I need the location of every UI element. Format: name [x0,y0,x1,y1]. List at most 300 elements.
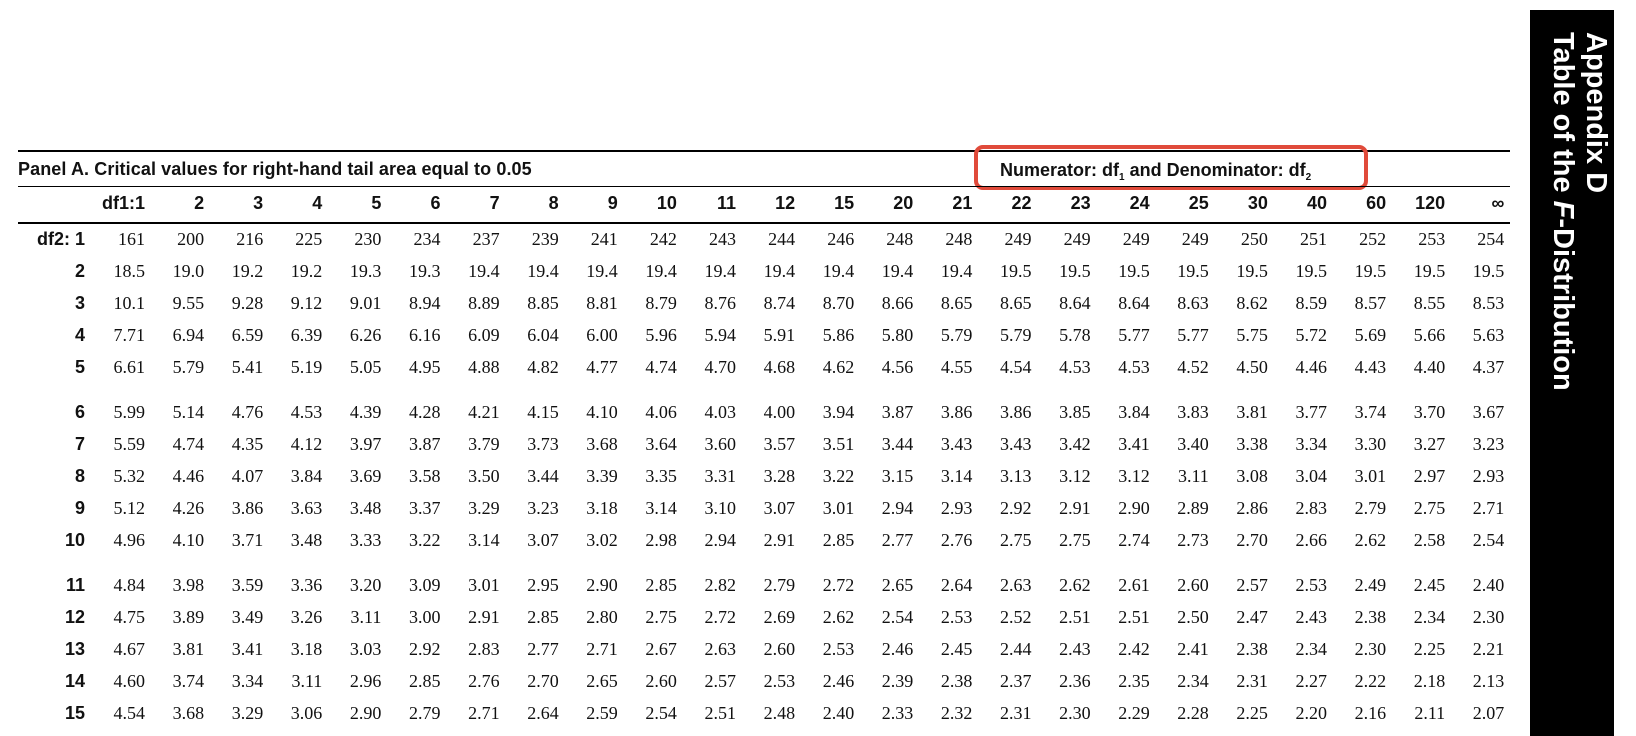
table-cell: 3.06 [290,703,323,723]
table-cell: 3.14 [468,530,500,550]
table-cell: 2.85 [409,671,441,691]
table-cell: 3.86 [1000,402,1032,422]
table-cell: 4.55 [940,357,973,377]
table-cell: 3.77 [1295,402,1327,422]
column-header: 120 [1415,193,1446,213]
table-cell: 5.86 [822,325,855,345]
table-cell: 225 [295,229,323,249]
table-cell: 5.72 [1295,325,1327,345]
table-cell: 8.79 [645,293,677,313]
table-cell: 8.94 [409,293,441,313]
table-cell: 3.81 [1236,402,1268,422]
table-cell: 2.42 [1118,639,1150,659]
table-cell: 2.79 [409,703,441,723]
table-cell: 2.85 [645,575,677,595]
table-cell: 8.63 [1177,293,1209,313]
table-cell: 5.94 [704,325,736,345]
table-cell: 19.3 [349,261,382,281]
column-header: 4 [312,193,323,213]
sidebar-line2-prefix: Table of the [1547,32,1579,201]
table-cell: 5.77 [1118,325,1150,345]
table-cell: 3.44 [881,434,914,454]
table-cell: 4.07 [231,466,264,486]
table-cell: 4.39 [349,402,382,422]
table-cell: 2.85 [527,607,559,627]
table-cell: 3.83 [1177,402,1209,422]
table-cell: 3.18 [290,639,323,659]
table-cell: 2.69 [763,607,796,627]
table-cell: 2.32 [940,703,973,723]
table-cell: 4.77 [586,357,618,377]
table-cell: 2.25 [1236,703,1268,723]
table-cell: 3.81 [172,639,205,659]
table-cell: 5.77 [1177,325,1209,345]
table-cell: 251 [1300,229,1327,249]
table-cell: 2.46 [822,671,855,691]
row-label: 15 [64,703,85,723]
row-label: 9 [74,498,85,518]
column-header: 40 [1306,193,1327,213]
table-cell: 2.54 [1472,530,1505,550]
table-cell: 2.61 [1118,575,1150,595]
table-cell: 3.00 [409,607,441,627]
table-cell: 234 [413,229,441,249]
table-cell: 2.30 [1059,703,1091,723]
table-cell: 2.63 [1000,575,1032,595]
table-cell: 2.95 [527,575,559,595]
table-cell: 8.89 [468,293,500,313]
table-cell: 2.64 [527,703,559,723]
column-header: 12 [775,193,796,213]
table-cell: 254 [1477,229,1505,249]
table-cell: 19.5 [1118,261,1150,281]
column-header: 11 [716,193,736,213]
table-cell: 2.20 [1295,703,1327,723]
table-cell: 3.64 [645,434,677,454]
table-cell: 4.28 [409,402,441,422]
column-header: 21 [952,193,973,213]
table-cell: 2.71 [586,639,618,659]
table-cell: 2.92 [409,639,441,659]
table-cell: 19.5 [1000,261,1032,281]
table-cell: 2.43 [1059,639,1091,659]
row-label: 10 [64,530,85,550]
table-cell: 2.50 [1177,607,1209,627]
table-cell: 6.09 [468,325,500,345]
table-cell: 3.41 [1118,434,1150,454]
table-cell: 249 [1181,229,1209,249]
table-cell: 18.5 [113,261,145,281]
table-cell: 3.74 [172,671,205,691]
table-cell: 2.91 [1059,498,1091,518]
column-header: df1:1 [101,193,145,213]
table-cell: 241 [590,229,618,249]
table-cell: 3.71 [231,530,264,550]
table-cell: 2.44 [1000,639,1032,659]
table-cell: 3.11 [291,671,323,691]
table-cell: 4.54 [113,703,145,723]
table-cell: 19.5 [1177,261,1209,281]
table-cell: 239 [531,229,559,249]
table-cell: 3.34 [231,671,264,691]
table-cell: 4.82 [527,357,559,377]
column-header: 20 [893,193,914,213]
table-cell: 2.72 [822,575,855,595]
table-cell: 2.92 [1000,498,1032,518]
table-cell: 3.98 [172,575,205,595]
table-cell: 8.57 [1354,293,1387,313]
table-cell: 3.04 [1295,466,1327,486]
column-header: 10 [656,193,677,213]
table-cell: 2.70 [1236,530,1268,550]
table-cell: 3.30 [1354,434,1387,454]
table-cell: 3.73 [527,434,559,454]
table-cell: 4.10 [586,402,618,422]
table-cell: 5.78 [1059,325,1091,345]
table-cell: 242 [649,229,677,249]
row-label: 4 [74,325,85,345]
table-cell: 4.67 [113,639,145,659]
row-label: 12 [64,607,85,627]
table-cell: 2.77 [527,639,559,659]
table-cell: 3.97 [349,434,382,454]
sidebar-line2-suffix: -Distribution [1547,218,1579,391]
sidebar-line-appendix: Appendix D [1580,32,1612,194]
table-cell: 3.49 [231,607,264,627]
table-cell: 3.34 [1295,434,1327,454]
table-cell: 2.89 [1177,498,1209,518]
table-cell: 3.01 [468,575,500,595]
table-cell: 3.26 [290,607,323,627]
column-header: 25 [1188,193,1209,213]
table-cell: 4.43 [1354,357,1387,377]
table-cell: 19.2 [231,261,264,281]
table-cell: 10.1 [113,293,145,313]
table-cell: 8.53 [1472,293,1505,313]
table-cell: 2.75 [1000,530,1032,550]
column-header: 24 [1129,193,1150,213]
table-cell: 3.15 [881,466,914,486]
table-cell: 2.74 [1118,530,1150,550]
row-label: 3 [74,293,85,313]
column-header: 30 [1247,193,1268,213]
table-cell: 2.31 [1000,703,1032,723]
table-cell: 2.34 [1413,607,1446,627]
table-cell: 4.60 [113,671,145,691]
table-cell: 3.12 [1059,466,1091,486]
table-cell: 3.50 [468,466,500,486]
table-cell: 6.39 [290,325,323,345]
table-cell: 19.4 [645,261,677,281]
table-cell: 2.79 [1354,498,1387,518]
table-cell: 4.88 [468,357,500,377]
table-cell: 2.53 [940,607,973,627]
table-cell: 4.15 [527,402,559,422]
table-cell: 2.57 [704,671,736,691]
table-cell: 8.64 [1059,293,1091,313]
table-cell: 3.87 [881,402,914,422]
table-cell: 4.53 [1059,357,1091,377]
table-cell: 5.69 [1354,325,1387,345]
table-cell: 3.02 [586,530,618,550]
column-header: 3 [253,193,264,213]
row-label: 2 [74,261,85,281]
row-label: 8 [74,466,85,486]
table-cell: 6.26 [349,325,382,345]
table-cell: 200 [177,229,205,249]
table-cell: 237 [472,229,500,249]
table-cell: 19.4 [881,261,914,281]
table-cell: 19.2 [290,261,323,281]
table-cell: 2.60 [763,639,796,659]
table-cell: 8.59 [1295,293,1327,313]
table-cell: 2.51 [1059,607,1091,627]
table-cell: 6.94 [172,325,205,345]
table-cell: 2.60 [645,671,677,691]
table-cell: 4.50 [1236,357,1268,377]
row-label: 14 [64,671,85,691]
table-cell: 3.84 [290,466,323,486]
table-cell: 8.55 [1413,293,1446,313]
table-cell: 19.5 [1413,261,1446,281]
table-cell: 249 [1004,229,1032,249]
row-label: 11 [65,575,85,595]
table-cell: 3.86 [231,498,264,518]
column-header: 7 [489,193,500,213]
table-cell: 6.61 [113,357,145,377]
table-cell: 3.67 [1472,402,1505,422]
table-cell: 5.91 [763,325,796,345]
table-cell: 9.55 [172,293,205,313]
table-cell: 8.76 [704,293,736,313]
table-cell: 2.25 [1413,639,1446,659]
table-cell: 2.33 [881,703,914,723]
table-cell: 2.59 [586,703,618,723]
table-cell: 3.89 [172,607,205,627]
table-cell: 5.79 [940,325,973,345]
table-cell: 2.54 [881,607,914,627]
table-cell: 2.39 [881,671,914,691]
table-cell: 19.5 [1472,261,1505,281]
table-cell: 5.79 [172,357,205,377]
table-cell: 19.5 [1295,261,1327,281]
column-header: 15 [834,193,855,213]
table-cell: 2.91 [468,607,500,627]
table-cell: 2.30 [1472,607,1505,627]
table-cell: 3.68 [172,703,205,723]
table-cell: 2.40 [1472,575,1505,595]
table-cell: 5.41 [231,357,264,377]
table-cell: 244 [768,229,796,249]
table-cell: 8.70 [822,293,855,313]
table-cell: 2.65 [586,671,618,691]
table-cell: 2.40 [822,703,855,723]
table-cell: 3.43 [1000,434,1032,454]
table-cell: 2.62 [1059,575,1091,595]
table-cell: 3.20 [349,575,382,595]
table-cell: 3.14 [940,466,973,486]
row-label: 7 [74,434,85,454]
table-cell: 2.64 [940,575,973,595]
table-cell: 3.63 [290,498,323,518]
table-cell: 19.4 [822,261,855,281]
sub-rule [18,186,1510,187]
table-cell: 2.76 [940,530,973,550]
table-cell: 2.34 [1177,671,1209,691]
table-cell: 3.38 [1236,434,1268,454]
table-cell: 3.74 [1354,402,1387,422]
table-cell: 3.37 [409,498,441,518]
numerator-denominator-label [1000,160,1311,183]
column-header: 2 [194,193,205,213]
table-cell: 246 [827,229,855,249]
table-cell: 2.51 [1118,607,1150,627]
table-cell: 216 [236,229,264,249]
numden-middle: and Denominator: df [1124,160,1306,180]
table-cell: 2.29 [1118,703,1150,723]
table-cell: 3.10 [704,498,736,518]
table-cell: 2.18 [1413,671,1446,691]
table-cell: 3.85 [1059,402,1091,422]
table-cell: 3.84 [1118,402,1150,422]
table-cell: 2.48 [763,703,796,723]
table-cell: 2.36 [1059,671,1091,691]
table-cell: 2.43 [1295,607,1327,627]
table-cell: 253 [1418,229,1446,249]
table-cell: 5.59 [113,434,145,454]
table-cell: 2.75 [1413,498,1446,518]
table-cell: 2.13 [1472,671,1505,691]
table-cell: 2.98 [645,530,677,550]
table-cell: 4.68 [763,357,796,377]
table-cell: 2.52 [1000,607,1032,627]
table-cell: 4.46 [1295,357,1327,377]
table-cell: 4.52 [1177,357,1209,377]
appendix-sidebar [1530,10,1614,736]
table-cell: 3.48 [290,530,323,550]
table-cell: 2.53 [1295,575,1327,595]
table-cell: 3.70 [1413,402,1446,422]
table-cell: 4.00 [763,402,796,422]
table-cell: 5.12 [113,498,145,518]
table-cell: 2.28 [1177,703,1209,723]
row-label: df2: 1 [36,229,85,249]
table-cell: 3.69 [349,466,382,486]
table-cell: 248 [886,229,914,249]
table-cell: 3.68 [586,434,618,454]
table-cell: 3.44 [527,466,559,486]
column-header: 8 [548,193,559,213]
table-cell: 252 [1359,229,1387,249]
table-cell: 4.03 [704,402,736,422]
table-cell: 19.4 [586,261,618,281]
column-header: 22 [1011,193,1032,213]
table-cell: 19.5 [1236,261,1268,281]
table-cell: 19.0 [172,261,205,281]
table-cell: 3.07 [527,530,559,550]
table-cell: 3.01 [822,498,855,518]
table-cell: 3.94 [822,402,855,422]
table-cell: 19.5 [1059,261,1091,281]
table-cell: 2.46 [881,639,914,659]
numden-prefix: Numerator: df [1000,160,1120,180]
table-cell: 6.00 [586,325,618,345]
table-cell: 2.77 [881,530,914,550]
table-cell: 9.12 [290,293,323,313]
table-cell: 3.22 [409,530,441,550]
table-cell: 3.43 [940,434,973,454]
table-cell: 2.07 [1472,703,1505,723]
table-cell: 2.71 [468,703,500,723]
table-cell: 3.39 [586,466,618,486]
table-cell: 19.4 [704,261,736,281]
table-cell: 4.70 [704,357,736,377]
table-cell: 3.58 [409,466,441,486]
table-cell: 243 [709,229,736,249]
table-cell: 2.97 [1413,466,1446,486]
table-cell: 2.34 [1295,639,1327,659]
table-cell: 4.53 [1118,357,1150,377]
table-cell: 19.4 [527,261,559,281]
table-cell: 2.90 [349,703,382,723]
table-cell: 8.85 [527,293,559,313]
table-cell: 4.35 [231,434,264,454]
table-cell: 2.11 [1414,703,1446,723]
table-cell: 2.67 [645,639,677,659]
table-cell: 2.35 [1118,671,1150,691]
table-cell: 3.48 [349,498,382,518]
table-cell: 2.83 [468,639,500,659]
table-cell: 9.28 [231,293,264,313]
table-cell: 3.40 [1177,434,1209,454]
table-cell: 3.23 [1472,434,1505,454]
table-cell: 3.28 [763,466,796,486]
table-cell: 3.03 [349,639,382,659]
table-cell: 19.4 [468,261,500,281]
table-cell: 2.94 [704,530,736,550]
table-cell: 2.82 [704,575,736,595]
table-cell: 2.58 [1413,530,1446,550]
table-cell: 2.75 [645,607,677,627]
table-cell: 3.07 [763,498,796,518]
numden-sub1: 1 [1119,172,1125,183]
table-cell: 2.85 [822,530,855,550]
table-cell: 2.62 [1354,530,1387,550]
table-cell: 19.4 [940,261,973,281]
table-cell: 2.73 [1177,530,1209,550]
table-cell: 3.86 [940,402,973,422]
table-cell: 2.63 [704,639,736,659]
table-cell: 2.21 [1472,639,1505,659]
table-cell: 2.49 [1354,575,1387,595]
table-cell: 3.35 [645,466,677,486]
table-cell: 4.53 [290,402,323,422]
numden-sub2: 2 [1305,172,1312,183]
table-cell: 4.74 [172,434,205,454]
table-cell: 4.62 [822,357,855,377]
table-cell: 4.74 [645,357,677,377]
table-cell: 2.54 [645,703,677,723]
column-header: 6 [430,193,441,213]
column-header: ∞ [1491,193,1505,213]
table-cell: 5.99 [113,402,145,422]
table-cell: 4.56 [881,357,914,377]
table-cell: 2.90 [1118,498,1150,518]
table-cell: 2.66 [1295,530,1327,550]
table-cell: 2.60 [1177,575,1209,595]
table-cell: 4.75 [113,607,145,627]
table-cell: 2.96 [349,671,382,691]
